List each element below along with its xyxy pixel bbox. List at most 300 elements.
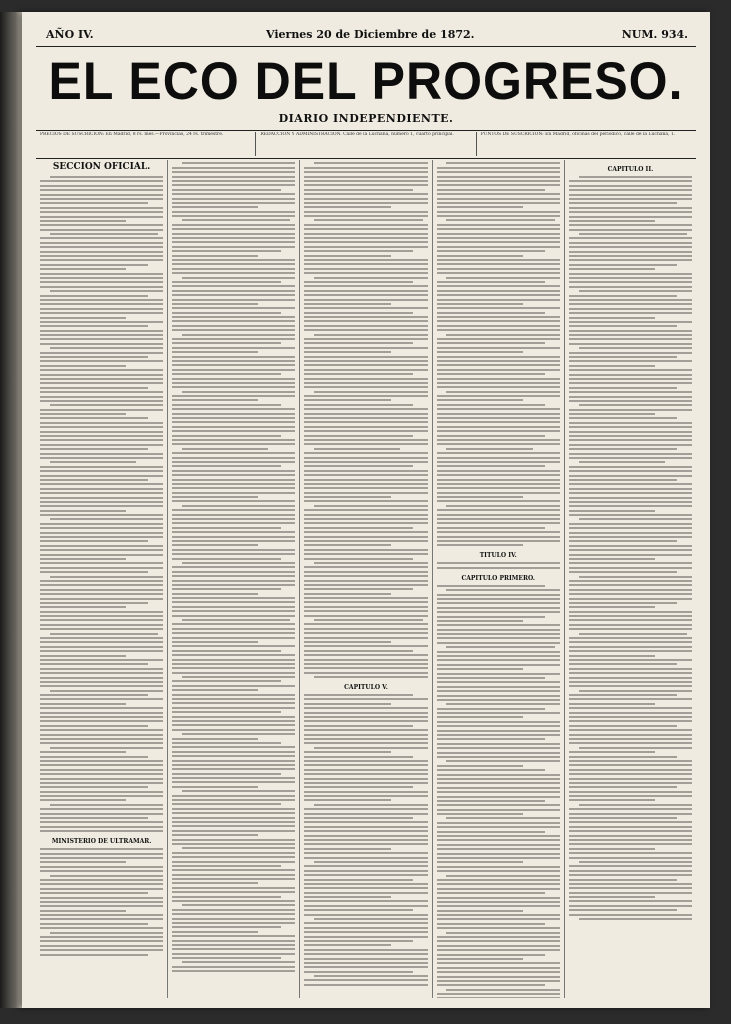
text-line — [304, 874, 427, 876]
text-line — [40, 940, 163, 942]
text-line — [437, 831, 545, 833]
text-line — [304, 360, 427, 362]
text-line — [40, 453, 163, 455]
text-line — [569, 286, 692, 288]
text-line — [304, 255, 390, 257]
text-line — [569, 817, 677, 819]
text-line — [40, 861, 126, 863]
text-line — [172, 347, 295, 349]
text-line — [172, 926, 280, 928]
text-line — [40, 325, 148, 327]
text-line — [304, 531, 427, 533]
text-line — [437, 435, 545, 437]
text-line — [579, 404, 692, 406]
text-line — [437, 228, 560, 230]
text-line — [437, 439, 560, 441]
text-line — [437, 443, 560, 445]
text-line — [437, 487, 560, 489]
text-line — [172, 575, 295, 577]
text-line — [304, 426, 427, 428]
text-line — [172, 215, 295, 217]
text-line — [40, 562, 163, 564]
text-line — [172, 452, 295, 454]
text-line — [569, 365, 655, 367]
text-line — [437, 395, 560, 397]
text-line — [40, 224, 163, 226]
text-line — [40, 501, 163, 503]
text-line — [172, 882, 258, 884]
text-line — [569, 202, 677, 204]
text-line — [304, 958, 427, 960]
text-line — [182, 733, 295, 735]
text-line — [437, 620, 523, 622]
text-line — [569, 554, 692, 556]
text-line — [40, 264, 148, 266]
text-line — [437, 351, 523, 353]
text-line — [40, 549, 163, 551]
article-columns — [36, 160, 696, 998]
text-line — [40, 198, 163, 200]
text-line — [579, 804, 692, 806]
text-line — [437, 844, 560, 846]
text-line — [40, 949, 163, 951]
text-line — [569, 532, 692, 534]
text-line — [304, 712, 427, 714]
text-line — [437, 585, 545, 587]
text-line — [569, 237, 692, 239]
text-line — [172, 285, 295, 287]
text-line — [304, 373, 412, 375]
text-line — [304, 338, 427, 340]
text-line — [40, 954, 148, 956]
text-line — [437, 765, 523, 767]
text-line — [172, 852, 295, 854]
text-line — [569, 738, 692, 740]
text-line — [172, 263, 295, 265]
text-line — [172, 663, 295, 665]
text-line — [304, 742, 427, 744]
text-line — [569, 220, 655, 222]
text-line — [172, 953, 295, 955]
text-line — [569, 374, 692, 376]
text-line — [569, 659, 692, 661]
text-line — [437, 699, 560, 701]
text-line — [437, 853, 560, 855]
section-heading: SECCION OFICIAL. — [52, 162, 151, 172]
text-line — [437, 356, 560, 358]
text-line — [437, 567, 560, 569]
text-line — [437, 756, 560, 758]
text-line — [304, 439, 427, 441]
text-line — [569, 510, 655, 512]
text-line — [437, 250, 545, 252]
text-line — [304, 417, 427, 419]
text-line — [569, 786, 677, 788]
text-line — [304, 211, 427, 213]
text-line — [172, 768, 295, 770]
text-line — [40, 505, 163, 507]
book-spine — [0, 12, 22, 1008]
text-line — [40, 659, 163, 661]
column-text — [569, 176, 692, 998]
text-line — [40, 668, 163, 670]
text-line — [437, 193, 560, 195]
text-line — [437, 611, 560, 613]
text-line — [172, 843, 295, 845]
text-line — [569, 606, 655, 608]
text-line — [304, 720, 427, 722]
text-line — [172, 479, 295, 481]
text-line — [569, 277, 692, 279]
text-line — [304, 492, 427, 494]
text-line — [172, 812, 295, 814]
text-line — [40, 211, 163, 213]
text-line — [304, 294, 427, 296]
date-label: Viernes 20 de Diciembre de 1872. — [266, 28, 475, 41]
text-line — [40, 593, 163, 595]
text-line — [172, 474, 295, 476]
text-line — [304, 580, 427, 582]
text-line — [304, 430, 427, 432]
text-line — [437, 782, 560, 784]
text-line — [437, 927, 560, 929]
text-line — [437, 167, 560, 169]
text-line — [304, 663, 427, 665]
text-line — [437, 897, 560, 899]
text-line — [304, 382, 427, 384]
text-line — [40, 527, 163, 529]
text-line — [304, 769, 427, 771]
text-line — [172, 913, 295, 915]
text-line — [569, 756, 677, 758]
text-line — [172, 891, 295, 893]
text-line — [40, 685, 163, 687]
text-line — [182, 162, 295, 164]
text-line — [40, 439, 163, 441]
text-line — [437, 686, 560, 688]
text-line — [437, 457, 560, 459]
text-line — [304, 285, 427, 287]
text-line — [437, 664, 560, 666]
text-line — [437, 651, 560, 653]
text-line — [172, 382, 295, 384]
text-line — [172, 417, 295, 419]
text-line — [437, 730, 560, 732]
text-line — [569, 312, 692, 314]
text-line — [172, 654, 295, 656]
text-line — [579, 347, 692, 349]
text-line — [437, 527, 545, 529]
text-line — [569, 602, 677, 604]
text-line — [304, 601, 427, 603]
text-line — [304, 566, 427, 568]
text-line — [304, 342, 412, 344]
text-line — [40, 255, 163, 257]
text-line — [569, 409, 692, 411]
text-line — [172, 580, 295, 582]
text-line — [172, 808, 295, 810]
text-line — [172, 931, 258, 933]
text-line — [437, 721, 560, 723]
text-line — [304, 606, 427, 608]
text-line — [40, 830, 163, 832]
text-line — [437, 522, 560, 524]
text-line — [304, 584, 427, 586]
text-line — [579, 176, 692, 178]
text-line — [50, 932, 163, 934]
text-line — [172, 272, 295, 274]
text-line — [304, 944, 390, 946]
text-line — [437, 910, 523, 912]
text-line — [437, 404, 545, 406]
text-line — [569, 540, 677, 542]
text-line — [446, 448, 532, 450]
text-line — [304, 782, 427, 784]
text-line — [40, 479, 148, 481]
text-line — [437, 320, 560, 322]
text-line — [304, 404, 412, 406]
text-line — [314, 804, 427, 806]
text-line — [40, 338, 163, 340]
text-line — [304, 905, 427, 907]
text-line — [569, 308, 692, 310]
text-line — [437, 984, 545, 986]
text-line — [569, 273, 692, 275]
text-line — [40, 729, 163, 731]
newspaper-subtitle: DIARIO INDEPENDIENTE. — [278, 112, 454, 125]
text-line — [40, 808, 163, 810]
text-line — [40, 628, 163, 630]
text-line — [304, 817, 412, 819]
text-line — [40, 756, 148, 758]
text-line — [437, 246, 560, 248]
text-line — [437, 307, 560, 309]
text-line — [172, 632, 295, 634]
text-line — [304, 799, 390, 801]
text-line — [437, 949, 560, 951]
text-line — [40, 725, 148, 727]
text-line — [437, 479, 560, 481]
text-line — [437, 176, 560, 178]
text-line — [579, 861, 692, 863]
text-line — [569, 760, 692, 762]
text-line — [304, 914, 427, 916]
text-line — [40, 492, 163, 494]
text-line — [172, 817, 295, 819]
text-line — [304, 250, 412, 252]
text-line — [172, 312, 280, 314]
text-line — [304, 443, 427, 445]
text-line — [569, 668, 692, 670]
text-line — [304, 843, 427, 845]
text-line — [172, 338, 295, 340]
text-line — [569, 281, 692, 283]
text-line — [437, 268, 560, 270]
text-line — [172, 457, 295, 459]
text-line — [569, 611, 692, 613]
text-line — [437, 712, 560, 714]
text-line — [40, 945, 163, 947]
text-line — [172, 593, 258, 595]
text-line — [40, 888, 163, 890]
text-line — [172, 518, 295, 520]
text-line — [437, 171, 560, 173]
text-line — [304, 316, 427, 318]
text-line — [304, 193, 427, 195]
text-line — [437, 677, 545, 679]
subscription-prices: PRECIOS DE SUSCRICION: En Madrid, 8 rs. mes.—Provincias, 24 rs. trimestre. — [36, 132, 256, 156]
text-line — [304, 883, 427, 885]
text-line — [437, 826, 560, 828]
text-line — [437, 681, 560, 683]
text-line — [50, 633, 158, 635]
text-line — [40, 229, 163, 231]
text-line — [172, 470, 295, 472]
text-line — [437, 198, 560, 200]
text-line — [40, 435, 163, 437]
text-line — [304, 479, 427, 481]
text-line — [172, 948, 295, 950]
text-line — [40, 624, 163, 626]
text-line — [569, 650, 692, 652]
text-line — [304, 176, 427, 178]
text-line — [40, 901, 163, 903]
text-line — [172, 299, 295, 301]
text-line — [446, 646, 554, 648]
text-line — [569, 479, 677, 481]
text-line — [569, 268, 655, 270]
text-line — [40, 791, 163, 793]
text-line — [437, 967, 560, 969]
text-line — [569, 914, 692, 916]
text-line — [437, 695, 560, 697]
text-line — [172, 694, 295, 696]
text-line — [40, 580, 163, 582]
text-line — [437, 215, 560, 217]
text-line — [304, 773, 427, 775]
text-line — [569, 497, 692, 499]
text-line — [40, 615, 163, 617]
info-rule-top — [36, 130, 696, 131]
text-line — [172, 944, 295, 946]
text-line — [172, 667, 295, 669]
text-line — [569, 589, 692, 591]
text-line — [569, 426, 692, 428]
text-line — [172, 198, 295, 200]
text-line — [172, 966, 295, 968]
column-text — [172, 162, 295, 998]
text-line — [569, 549, 692, 551]
text-line — [304, 641, 390, 643]
text-line — [172, 408, 295, 410]
text-line — [569, 782, 692, 784]
text-line — [172, 496, 258, 498]
text-line — [40, 712, 163, 714]
text-line — [437, 914, 560, 916]
text-line — [569, 584, 692, 586]
text-line — [569, 391, 692, 393]
text-line — [437, 263, 560, 265]
text-line — [172, 413, 295, 415]
text-line — [172, 522, 295, 524]
text-line — [304, 351, 390, 353]
text-line — [437, 369, 560, 371]
text-line — [569, 356, 677, 358]
text-line — [304, 347, 427, 349]
text-line — [172, 268, 295, 270]
text-line — [304, 962, 427, 964]
text-line — [437, 958, 523, 960]
text-line — [437, 180, 560, 182]
text-line — [40, 795, 163, 797]
text-line — [40, 681, 163, 683]
text-line — [437, 281, 545, 283]
text-line — [172, 351, 258, 353]
text-line — [172, 803, 280, 805]
text-line — [40, 936, 163, 938]
text-line — [304, 896, 390, 898]
text-line — [40, 185, 163, 187]
text-line — [40, 918, 163, 920]
text-line — [40, 426, 163, 428]
text-line — [172, 211, 295, 213]
text-line — [569, 716, 692, 718]
text-line — [569, 896, 655, 898]
text-line — [304, 395, 427, 397]
text-line — [172, 373, 280, 375]
text-line — [437, 329, 560, 331]
text-line — [437, 673, 560, 675]
text-line — [172, 896, 280, 898]
text-line — [40, 330, 163, 332]
text-line — [314, 334, 427, 336]
text-line — [569, 839, 692, 841]
text-line — [569, 343, 692, 345]
text-line — [40, 237, 163, 239]
text-line — [569, 501, 692, 503]
text-line — [304, 786, 412, 788]
text-line — [569, 180, 692, 182]
text-line — [579, 918, 692, 920]
text-line — [172, 777, 295, 779]
text-line — [304, 325, 427, 327]
text-line — [569, 870, 692, 872]
text-line — [314, 219, 422, 221]
text-line — [40, 273, 163, 275]
text-line — [172, 755, 295, 757]
text-line — [569, 457, 692, 459]
text-line — [437, 976, 560, 978]
text-line — [304, 272, 427, 274]
text-line — [569, 558, 655, 560]
text-line — [304, 540, 427, 542]
text-line — [304, 198, 427, 200]
text-line — [172, 509, 295, 511]
text-line — [172, 307, 295, 309]
text-line — [304, 949, 427, 951]
text-line — [314, 391, 427, 393]
text-line — [172, 233, 295, 235]
text-line — [437, 800, 545, 802]
text-line — [40, 470, 163, 472]
text-line — [569, 382, 692, 384]
text-line — [569, 396, 692, 398]
text-line — [569, 352, 692, 354]
text-line — [569, 527, 692, 529]
text-line — [569, 378, 692, 380]
text-line — [40, 619, 163, 621]
text-line — [437, 637, 560, 639]
